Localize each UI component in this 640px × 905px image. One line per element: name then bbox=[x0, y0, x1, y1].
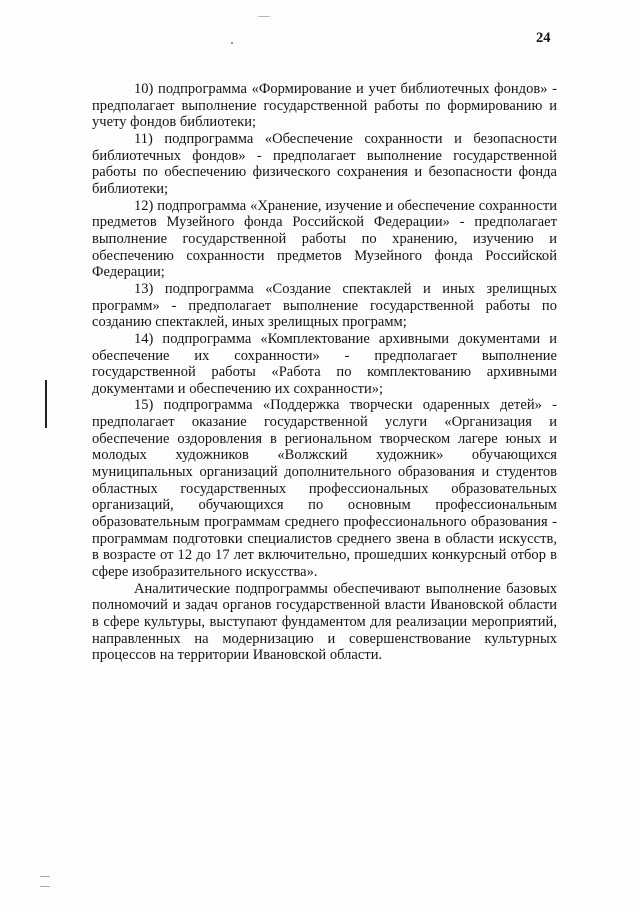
scan-speck bbox=[40, 886, 50, 887]
paragraph-item-14: 14) подпрограмма «Комплектование архивными документами и обеспечение их сохранности» - предполагает выполнение государственной работы «Работа по комплектованию архивными документами и обеспечению их сохранности»; bbox=[92, 330, 557, 397]
page-number: 24 bbox=[536, 30, 551, 46]
scan-speck bbox=[40, 876, 50, 877]
margin-mark bbox=[45, 380, 47, 428]
document-body bbox=[92, 81, 557, 664]
scan-speck bbox=[258, 16, 270, 17]
paragraph-analytic-summary: Аналитические подпрограммы обеспечивают выполнение базовых полномочий и задач органов государственной власти Ивановской области в сфере культуры, выступают фундаментом для реализации мероприятий, направленных на модернизацию и совершенствование культурных процессов на территории Ивановской области. bbox=[92, 580, 557, 664]
paragraph-item-13: 13) подпрограмма «Создание спектаклей и иных зрелищных программ» - предполагает выполнение государственной работы по созданию спектаклей, иных зрелищных программ; bbox=[92, 280, 557, 331]
paragraph-item-10: 10) подпрограмма «Формирование и учет библиотечных фондов» - предполагает выполнение государственной работы по формированию и учету фондов библиотеки; bbox=[92, 81, 557, 131]
scan-speck bbox=[231, 42, 233, 44]
paragraph-item-15: 15) подпрограмма «Поддержка творчески одаренных детей» - предполагает оказание государственной услуги «Организация и обеспечение оздоровления в региональном творческом лагере юных и молодых художников «Волжский художник» обучающихся муниципальных организаций дополнительного образования и студентов областных государственных профессиональных образовательных организаций, обучающихся по основным профессиональным образовательным программам среднего профессионального образования - программам подготовки специалистов среднего звена в области искусств, в возрасте от 12 до 17 лет включительно, прошедших конкурсный отбор в сфере изобразительного искусства». bbox=[92, 397, 557, 581]
paragraph-item-11: 11) подпрограмма «Обеспечение сохранности и безопасности библиотечных фондов» - предполагает выполнение государственной работы по обеспечению физического сохранения и безопасности фонда библиотеки; bbox=[92, 130, 557, 197]
paragraph-item-12: 12) подпрограмма «Хранение, изучение и обеспечение сохранности предметов Музейного фонда Российской Федерации» - предполагает выполнение государственной работы по хранению, изучению и обеспечению сохранности предметов Музейного фонда Российской Федерации; bbox=[92, 197, 557, 281]
